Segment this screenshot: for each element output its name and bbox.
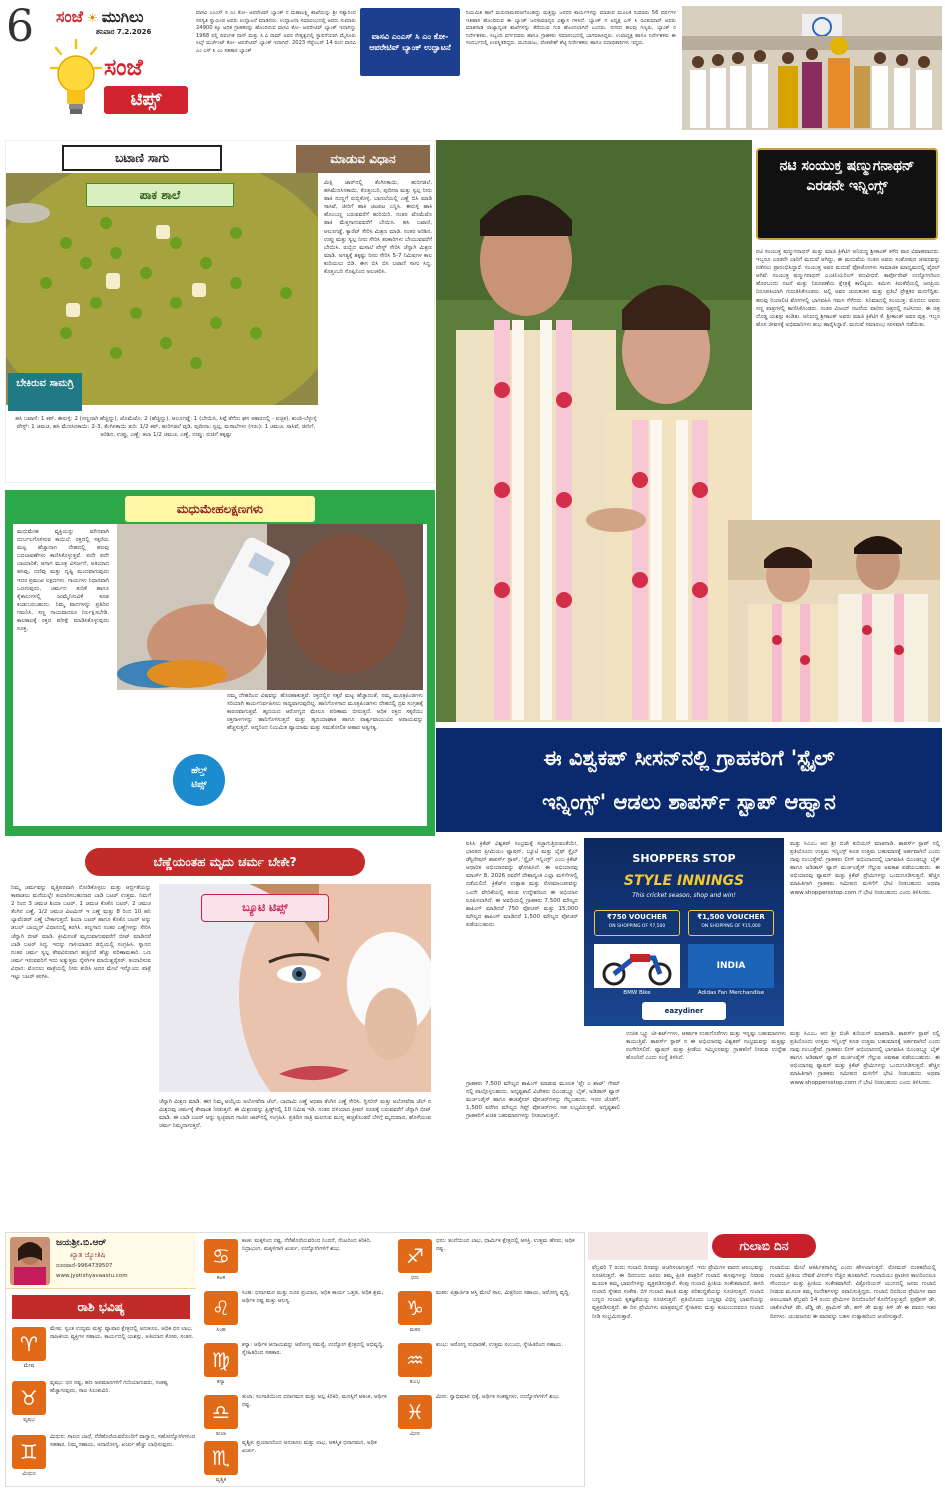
shoppers-col5-text: ಮತ್ತು ಸಿಎಂಒ ಆದ ಶ್ರೀ ಬಿಜೌ ಕುರಿಯನ್ ಮಾತನಾಡಿ, ಶಾಪರ್ಸ್ ಸ್ಟಾಪ್ ನಲ್ಲಿ ಪ್ರತಿಯೊಂದು ಉತ್ತಮ ಇನ್ನಿಂಗ್ಸ್ ಕೂಡ ಉತ್ತಮ ಬಹುಮಾನಕ್ಕೆ ಅರ್ಹವಾಗಿದೆ ಎಂದು ನಾವು ನಂಬುತ್ತೇವೆ. ಗ್ರಾಹಕರು ಲೀಗ್ ಅಭಿಯಾನದಲ್ಲಿ ಭಾಗವಹಿಸಿ ಬಿಎಂಡಬ್ಲ್ಯೂ ಬೈಕ್ ಹಾಗೂ ಅಡಿಡಾಸ್ ಫ್ಯಾನ್ ಮರ್ಚಂಡೈಸ್ ಗೆಲ್ಲುವ ಅವಕಾಶ ಪಡೆಯಬಹುದು. ಈ ಅಭಿಯಾನವು ಫ್ಯಾಷನ್ ಮತ್ತು ಕ್ರಿಕೆಟ್ ಪ್ರೇಮಿಗಳನ್ನು ಒಂದುಗೂಡಿಸುತ್ತದೆ. ಹೆಚ್ಚಿನ ಮಾಹಿತಿಗಾಗಿ ಗ್ರಾಹಕರು ಸಮೀಪದ ಮಳಿಗೆಗೆ ಭೇಟಿ ನೀಡಬಹುದು ಅಥವಾ www.shoppersstop.com ಗೆ ಭೇಟಿ ನೀಡಬಹುದು ಎಂದು ತಿಳಿಸಿದರು. [790,1031,940,1086]
horoscope-item-6 [204,1341,394,1391]
aquarius-icon: ♒ [398,1343,432,1377]
diabetes-inner [13,524,427,826]
sign-prediction: ಧನು: ತಂದೆಯಿಂದ ಲಾಭ, ಧಾರ್ಮಿಕ ಕ್ಷೇತ್ರದಲ್ಲಿ ಆಸಕ್ತಿ, ಉತ್ತಮ ಹೆಸರು, ಅಧಿಕ ನಷ್ಟ. [436,1238,575,1252]
ingredients-title: ಬೇಕಿರುವ ಸಾಮಗ್ರಿ [8,373,82,411]
recipe-name: ಬಟಾಣಿ ಸಾಗು [62,145,222,171]
health-badge-b: ಟಿಪ್ಸ್ [191,780,207,790]
cancer-icon: ♋ [204,1239,238,1273]
sign-name: ಕನ್ಯಾ [216,1379,226,1385]
sign-name: ಮೇಷ [23,1363,35,1369]
sign-prediction: ಮೇಷ: ಸ್ವಂತ ಉದ್ಯಮ ಮತ್ತು ವ್ಯಾಪಾರ ಕ್ಷೇತ್ರದಲ್ಲಿ ಅನುಕೂಲ, ಆಧಿಕ ಧನ ಲಾಭ, ರಾಜಕೀಯ ವ್ಯಕ್ತಿಗಳ ಸಹಾಯ, ಕಾರ್ಯದಲ್ಲಿ ಯಶಸ್ಸು, ಅತಿಯಾದ ಕೋಪ, ಸಂತಸ. [50,1326,194,1340]
sign-name: ಕಟಕ [216,1275,226,1281]
rose-section [588,1232,940,1487]
skin-title: ಬೆಣ್ಣೆಯಂತಹ ಮೃದು ಚರ್ಮ ಬೇಕೇ? [85,848,365,876]
shoppers-col1: ಐಸಿಸಿ ಕ್ರಿಕೆಟ್ ವಿಶ್ವಕಪ್ ಸಂಭ್ರಮಕ್ಕೆ ಸಜ್ಜಾಗುತ್ತಿರುವಂತೆಯೇ, ಭಾರತದ ಪ್ರೀಮಿಯಂ ಫ್ಯಾಷನ್, ಬ್ಯೂಟಿ ಮತ್ತು ಲೈಫ್ ಸ್ಟೈಲ್ ಡೆಸ್ಟಿನೇಷನ್ ಶಾಪರ್ಸ್ ಸ್ಟಾಪ್, 'ಸ್ಟೈಲ್ ಇನ್ನಿಂಗ್ಸ್' ಎಂಬ ಕ್ರಿಕೆಟ್ ಆಧಾರಿತ ಅಭಿಯಾನವನ್ನು ಘೋಷಿಸಿದೆ. ಈ ಅಭಿಯಾನವು ಮಾರ್ಚ್ 8, 2026 ರವರೆಗೆ ದೇಶಾದ್ಯಂತ ಎಲ್ಲಾ ಮಳಿಗೆಗಳಲ್ಲಿ ನಡೆಯಲಿದೆ. ಕ್ರಿಕೆಟ್‌ನ ಉತ್ಸಾಹ ಮತ್ತು ರೋಮಾಂಚನವನ್ನು ಒಂದೇ ವೇದಿಕೆಯಲ್ಲಿ ತರುವ ಉದ್ದೇಶದಿಂದ ಈ ಅಭಿಯಾನ ರೂಪಿಸಲಾಗಿದೆ. ಈ ಅವಧಿಯಲ್ಲಿ ಗ್ರಾಹಕರು 7,500 ಮೌಲ್ಯದ ಶಾಪಿಂಗ್ ಮಾಡಿದರೆ 750 ವೋಚರ್ ಮತ್ತು 15,000 ಮೌಲ್ಯದ ಶಾಪಿಂಗ್ ಮಾಡಿದರೆ 1,500 ಮೌಲ್ಯದ ವೋಚರ್ ಪಡೆಯಬಹುದು. [466,841,578,928]
wedding-photo-small [728,520,940,722]
astrologer-name: ಜಯಶ್ರೀ.ಬಿ.ಆರ್ [56,1238,107,1248]
horoscope-item-5 [204,1289,394,1339]
horoscope-item-12 [398,1393,582,1443]
skin-section [5,842,435,1226]
jersey-text: INDIA [716,960,746,971]
horoscope-item-8 [204,1439,394,1485]
horoscope-item-1 [12,1325,198,1375]
sign-name: ಸಿಂಹ [216,1327,226,1333]
shoppers-col5 [790,1030,940,1226]
pisces-icon: ♓ [398,1395,432,1429]
gemini-icon: ♊ [12,1435,46,1469]
bank-article-col1: ವಾಸವಿ ಎಂಎಸ್ ಸಿ ಎಂ ಕೋ- ಆಪರೇಟಿವ್ ಬ್ಯಾಂಕ್ ನ ಮಹಾಲಕ್ಷ್ಮಿ ಶಾಖೆಯನ್ನು ಶ್ರೀ ಸತ್ಯಾನಂದ ಸರಸ್ವತಿ ಸ್ವಾಮೀಜಿ ಅವರು ಉದ್ಘಾಟನೆ ಮಾಡಿದರು. ಉದ್ಘಾಟನಾ ಸಮಾರಂಭದಲ್ಲಿ ಆವರು ಸುಮಾರು 24900 ಕ್ಕೂ ಅಧಿಕ ಗ್ರಾಹಕರನ್ನು ಹೊಂದಿರುವ ವಾಸವಿ ಕೋ- ಆಪರೇಟಿವ್ ಬ್ಯಾಂಕ್ ಇದಾಗಿದ್ದು 1968 ರಲ್ಲಿ ದಿವಂಗತ ದಾಸ್ ಮತ್ತು ಸಿ.ವಿ ರಾಮ್ ಅವರ ನೇತೃತ್ವದಲ್ಲಿ ಸ್ಥಾಪನೆಯಾಗಿ ಮೈಸೂರು ಸಿಲ್ಕ್ ಮರ್ಚೆಂಟ್ ಕೋ- ಆಪರೇಟಿವ್ ಬ್ಯಾಂಕ್ ಇದಾಗಿದೆ. 2023 ಸೆಪ್ಟೆಂಬರ್ 14 ರಿಂದ ವಾಸವಿ ಎಂ ಎಸ್ ಸಿ ಎಂ ಸಹಕಾರ ಬ್ಯಾಂಕ್ [196,10,356,54]
aries-icon: ♈ [12,1327,46,1361]
brand-name-a: ಸಂಜೆ [56,7,83,26]
actress-headline-text: ನಟಿ ಸಂಯುಕ್ತ ಷಣ್ಮುಗನಾಥನ್ ಎರಡನೇ ಇನ್ನಿಂಗ್ಸ್ [779,158,915,194]
recipe-section [5,140,435,483]
shoppers-ad [584,838,784,1026]
sign-prediction: ತುಲಾ: ಸಂಗಾತಿಯಿಂದ ಧನಾಗಮನ ಮತ್ತು ಅಲ್ಪ ಕಿರಿಕಿರಿ, ಮನಸ್ಸಿಗೆ ಆತಂಕ, ಆರ್ಥಿಕ ನಷ್ಟ. [242,1394,387,1408]
jersey-image [688,944,774,988]
libra-icon: ♎ [204,1395,238,1429]
horoscope-item-4 [204,1237,394,1287]
bank-article-col2: ನಿಯಮಿತ ಹಾಗೆ ಮರುನಾಮಕರಣಗೊಂಡಿದ್ದು ಮತ್ತಷ್ಟು ಜನಪರ ಕಾರ್ಯಗಳನ್ನು ಮಾಡುವ ಮೂಲಕ ಸುಮಾರು 56 ವರ್ಷಗಳ ಇತಿಹಾಸ ಹೊಂದಿರುವ ಈ ಬ್ಯಾಂಕ್ ಜನಸಾಮಾನ್ಯರ ವಿಶ್ವಾಸ ಗಳಿಸಿದೆ. ಬ್ಯಾಂಕ್ ನ ಅಧ್ಯಕ್ಷ ಎಸ್ ಸಿ ರವಿಕುಮಾರ್ ಅವರು ಮಾತನಾಡಿ ರಾಜ್ಯಾದ್ಯಂತ ಶಾಖೆಗಳನ್ನು ತೆರೆಯುವ ಗುರಿ ಹೊಂದಲಾಗಿದೆ ಎಂದರು. ನಗರದ ಹಲವು ಗಣ್ಯರು, ಬ್ಯಾಂಕ್ ನ ನಿರ್ದೇಶಕರು, ಸಿಬ್ಬಂದಿ ವರ್ಗದವರು ಹಾಗೂ ಗ್ರಾಹಕರು ಸಮಾರಂಭದಲ್ಲಿ ಭಾಗವಹಿಸಿದ್ದರು. ಉಪಾಧ್ಯಕ್ಷ ಹಾಗೂ ನಿರ್ದೇಶಕರು ಈ ಸಂದರ್ಭದಲ್ಲಿ ಉಪಸ್ಥಿತರಿದ್ದರು. ಮುನಿರಾಜು, ವೆಂಕಟೇಶ್ ಶೆಟ್ಟಿ ನಿರ್ದೇಶಕರು ಹಾಗೂ ಪದಾಧಿಕಾರಿಗಳು ಇದ್ದರು. [466,10,676,47]
voucher-1500-sub: ON SHOPPING OF ₹15,000 [701,924,761,929]
astrologer-website: www.jyotishyavaastu.com [56,1273,128,1279]
sign-prediction: ವೃಷಭ: ಧನ ನಷ್ಟ, ಹಣ ಅಪಮಾನಗಳಿಗೆ ಗುರಿಯಾಗುವರು, ಸಂಕಷ್ಟ ಹೆಚ್ಚಾಗುವುದು, ಸಾಲ ಸಿಲುಕುವಿರಿ. [50,1380,168,1394]
sign-name: ಧನು [410,1275,420,1281]
bmw-bike-image [594,944,680,988]
virgo-icon: ♍ [204,1343,238,1377]
ad-brand: SHOPPERS STOP [632,852,736,865]
brand-logo-icon: ☀ [86,11,98,25]
bank-headline: ವಾಸವಿ ಎಂಎಸ್ ಸಿ ಎಂ ಕೋ- ಆಪರೇಟಿವ್ ಬ್ಯಾಂಕ್ ಉದ್ಘಾಟನೆ [360,8,460,76]
sagittarius-icon: ♐ [398,1239,432,1273]
rose-col2: ಗುಲಾಬಿಯ ಮೇಲೆ ಆಕರ್ಷಿತನಾಗಿದ್ದ ಎಂದು ಹೇಳಲಾಗುತ್ತದೆ. ರೋಮನ್ ದಂತಕಥೆಯಲ್ಲಿ ಗುಲಾಬಿ ಪ್ರೀತಿಯ ದೇವತೆ ವೀನಸ್‌ನ ನೆಚ್ಚಿನ ಹೂವಾಗಿದೆ. ಗುಲಾಬಿಯು ಪ್ರಾಚೀನ ಕಾಲದಿಂದಲೂ ಸೌಂದರ್ಯ ಮತ್ತು ಪ್ರೀತಿಯ ಸಂಕೇತವಾಗಿದೆ. ವಿಕ್ಟೋರಿಯನ್ ಯುಗದಲ್ಲಿ ಜನರು ಗುಲಾಬಿ ನೀಡುವ ಮೂಲಕ ತಮ್ಮ ಸಂದೇಶಗಳನ್ನು ರವಾನಿಸುತ್ತಿದ್ದರು. ಗುಲಾಬಿ ದಿನದಿಂದ ಪ್ರೇಮಿಗಳ ವಾರ ಆರಂಭವಾಗಿ ಫೆಬ್ರವರಿ 14 ರಂದು ಪ್ರೇಮಿಗಳ ದಿನದೊಂದಿಗೆ ಕೊನೆಗೊಳ್ಳುತ್ತದೆ. ಪ್ರಪೋಸ್ ಡೇ, ಚಾಕೊಲೇಟ್ ಡೇ, ಟೆಡ್ಡಿ ಡೇ, ಪ್ರಾಮಿಸ್ ಡೇ, ಹಗ್ ಡೇ ಮತ್ತು ಕಿಸ್ ಡೇ ಈ ವಾರದ ಇತರ ದಿನಗಳು. ಯುವಜನರು ಈ ವಾರವನ್ನು ಬಹಳ ಉತ್ಸಾಹದಿಂದ ಆಚರಿಸುತ್ತಾರೆ. [770,1265,936,1320]
kitchen-banner: ಪಾಕ ಶಾಲೆ [86,183,234,207]
beauty-tips-badge: ಬ್ಯೂಟಿ ಟಿಪ್ಸ್ [201,894,329,922]
astrologer-phone: ದೂರವಾಣಿ-9964739507 [56,1263,113,1269]
taurus-icon: ♉ [12,1381,46,1415]
skin-left-text: ನಿಮ್ಮ ಚರ್ಮವನ್ನು ವೃತ್ತಿಪರವಾಗಿ ನೋಡಿಕೊಳ್ಳಲು ಮತ್ತು ಆರ್ಧ್ರತೆಯನ್ನು ಕಾಪಾಡಲು ಮನೆಯಲ್ಲೇ ತಯಾರಿಸಬಹುದಾದ ಬಾಡಿ ಬಟರ್ ಉತ್ತಮ. ನಿಮಗೆ 2 ರಿಂದ 3 ಚಮಚ ಶಿಯಾ ಬಟರ್, 1 ಚಮಚ ಕೊಕೊ ಬಟರ್, 2 ಚಮಚ ತೆಂಗಿನ ಎಣ್ಣೆ, 1/2 ಚಮಚ ವಿಟಮಿನ್ ಇ ಎಣ್ಣೆ ಮತ್ತು 8 ರಿಂದ 10 ಹನಿ ಲ್ಯಾವೆಂಡರ್ ಎಣ್ಣೆ ಬೇಕಾಗುತ್ತದೆ. ಶಿಯಾ ಬಟರ್ ಹಾಗೂ ಕೊಕೊ ಬಟರ್ ಅನ್ನು ಡಬಲ್ ಬಾಯ್ಲರ್ ವಿಧಾನದಲ್ಲಿ ಕರಗಿಸಿ. ತಣ್ಣಗಾದ ನಂತರ ಎಣ್ಣೆಗಳನ್ನು ಸೇರಿಸಿ ಚೆನ್ನಾಗಿ ಬೀಟ್ ಮಾಡಿ. ಕ್ರೀಮಿನಂತೆ ಮೃದುವಾಗುವವರೆಗೆ ಬೀಟ್ ಮಾಡಿದರೆ ಬಾಡಿ ಬಟರ್ ಸಿದ್ಧ. ಇದನ್ನು ಗಾಳಿಯಾಡದ ಡಬ್ಬಿಯಲ್ಲಿ ಸಂಗ್ರಹಿಸಿ. ಸ್ನಾನದ ನಂತರ ಚರ್ಮ ಸ್ವಲ್ಪ ತೇವವಿರುವಾಗ ಹಚ್ಚಿದರೆ ಹೆಚ್ಚು ಪರಿಣಾಮಕಾರಿ. ಒಣ ಚರ್ಮ ಇರುವವರಿಗೆ ಇದು ಅತ್ಯುತ್ತಮ ನೈಸರ್ಗಿಕ ಮಾಯಿಶ್ಚರೈಸರ್. ತಯಾರಿಸುವ ವಿಧಾನ: ಮೊದಲು ಪಾತ್ರೆಯಲ್ಲಿ ನೀರು ಕುದಿಸಿ ಅದರ ಮೇಲೆ ಇನ್ನೊಂದು ಪಾತ್ರೆ ಇಟ್ಟು ಬಟರ್ ಕರಗಿಸಿ. [11,885,151,981]
rose-title: ಗುಲಾಬಿ ದಿನ [712,1234,816,1258]
astrologer-role: ಖ್ಯಾತ ಜ್ಯೋತಿಷಿ [70,1251,106,1259]
rose-col1: ಫೆಬ್ರವರಿ 7 ರಂದು ಗುಲಾಬಿ ದಿನವನ್ನು ಆಚರಿಸಲಾಗುತ್ತದೆ. ಇದು ಪ್ರೇಮಿಗಳ ವಾರದ ಆರಂಭವನ್ನು ಸೂಚಿಸುತ್ತದೆ. ಈ ದಿನದಂದು ಜನರು ತಮ್ಮ ಪ್ರೀತಿ ಪಾತ್ರರಿಗೆ ಗುಲಾಬಿ ಹೂವುಗಳನ್ನು ನೀಡುವ ಮೂಲಕ ತಮ್ಮ ಭಾವನೆಗಳನ್ನು ವ್ಯಕ್ತಪಡಿಸುತ್ತಾರೆ. ಕೆಂಪು ಗುಲಾಬಿ ಪ್ರೀತಿಯ ಸಂಕೇತವಾದರೆ, ಹಳದಿ ಗುಲಾಬಿ ಸ್ನೇಹದ ಸಂಕೇತ. ಬಿಳಿ ಗುಲಾಬಿ ಶಾಂತಿ ಮತ್ತು ಪರಿಶುದ್ಧತೆಯನ್ನು ಸೂಚಿಸುತ್ತದೆ. ಗುಲಾಬಿ ಬಣ್ಣದ ಗುಲಾಬಿ ಕೃತಜ್ಞತೆಯನ್ನು ಸೂಚಿಸುತ್ತದೆ. ಪ್ರತಿಯೊಂದು ಬಣ್ಣವೂ ವಿಭಿನ್ನ ಭಾವನೆಯನ್ನು ವ್ಯಕ್ತಪಡಿಸುತ್ತದೆ. ಈ ದಿನ ಪ್ರೇಮಿಗಳು ಮಾತ್ರವಲ್ಲದೆ ಸ್ನೇಹಿತರು ಮತ್ತು ಕುಟುಂಬದವರೂ ಗುಲಾಬಿ ನೀಡಿ ಸಂಭ್ರಮಿಸುತ್ತಾರೆ. [592,1265,764,1320]
shoppers-col4: ಉಚಿತ ಬ್ಲ್ಯೂ ಟೀ-ಶರ್ಟ್‌ಗಳು, ಆಕರ್ಷಕ ಉಡುಗೊರೆಗಳು ಮತ್ತು ಇನ್ನಷ್ಟು ಬಹುಮಾನಗಳು ಕಾಯುತ್ತಿವೆ. ಶಾಪರ್ಸ್ ಸ್ಟಾಪ್ ನ ಈ ಅಭಿಯಾನವು ವಿಶ್ವಕಪ್ ಸಂಭ್ರಮವನ್ನು ಮತ್ತಷ್ಟು ರಂಗೇರಿಸಲಿದೆ. ಫ್ಯಾಷನ್ ಮತ್ತು ಕ್ರೀಡೆಯ ಸಮ್ಮಿಲನವನ್ನು ಗ್ರಾಹಕರಿಗೆ ನೀಡುವ ಉದ್ದೇಶ ಹೊಂದಿದೆ ಎಂದು ಸಂಸ್ಥೆ ತಿಳಿಸಿದೆ. [626,1031,786,1062]
diabetes-title: ಮಧುಮೇಹಲಕ್ಷಣಗಳು [125,496,315,522]
sign-prediction: ಕನ್ಯಾ: ಆರ್ಥಿಕ ಆದಾಯವನ್ನು ಆರೋಗ್ಯ ಸಮಸ್ಯೆ, ಉದ್ಯೋಗ ಕ್ಷೇತ್ರದಲ್ಲಿ ಅಭಿವೃದ್ಧಿ, ಸ್ನೇಹಿತರಿಂದ ಸಹಕಾರ. [242,1342,384,1356]
wedding-photo [436,140,752,722]
horoscope-item-11 [398,1341,582,1391]
actress-article: ನಟಿ ಸಂಯುಕ್ತ ಷಣ್ಮುಗನಾಥನ್ ಮತ್ತು ಮಾಜಿ ಕ್ರಿಕೆಟಿಗ ಅನಿರುದ್ಧ ಶ್ರೀಕಾಂತ್ ಕಳೆದ ವಾರ ವಿವಾಹವಾದರು. ಇಬ್ಬರೂ ಎರಡನೇ ಬಾರಿಗೆ ಮದುವೆ ಆಗಿದ್ದು, ಈ ಮದುವೆಯ ನಂತರ ಅವರು ಸಂತೋಷದ ಜೀವನವನ್ನು ನಡೆಸಲು ಪ್ರಾರಂಭಿಸಿದ್ದಾರೆ. ಸಂಯುಕ್ತ ಅವರ ಮದುವೆ ಫೋಟೋಗಳು ಸಾಮಾಜಿಕ ಮಾಧ್ಯಮದಲ್ಲಿ ವೈರಲ್ ಆಗಿವೆ. ಸಂಯುಕ್ತ ಷಣ್ಮುಗನಾಥನ್ ಎಂಜಿನಿಯರಿಂಗ್ ಪದವೀಧರೆ. ಕಾರ್ಪೊರೇಟ್ ಉದ್ಯೋಗದಿಂದ ಹೊರಬಂದು ನಟನೆ ಮತ್ತು ನಿರೂಪಣೆಯ ಕ್ಷೇತ್ರಕ್ಕೆ ಕಾಲಿಟ್ಟರು. ತಮಿಳು ಕಿರುತೆರೆಯಲ್ಲಿ ಜನಪ್ರಿಯ ನಿರೂಪಕಿಯಾಗಿ ಗುರುತಿಸಿಕೊಂಡರು. ಅಲ್ಲಿ ಅವರ ಚುರುಕುತನ ಮತ್ತು ಪ್ರತಿಭೆ ಪ್ರೇಕ್ಷಕರ ಮನಗೆದ್ದಿತು. ಹಲವು ರಿಯಾಲಿಟಿ ಶೋಗಳಲ್ಲಿ ಭಾಗವಹಿಸಿ ಗಮನ ಸೆಳೆದರು. ಸಿನಿಮಾದಲ್ಲಿ ಸಂಯುಕ್ತ: ಮೊದಲು ಅವರು ಸಣ್ಣ ಪಾತ್ರಗಳಲ್ಲಿ ಕಾಣಿಸಿಕೊಂಡರು. ನಂತರ ವಿಜಯ್ ನಟನೆಯ ವಾರಿಸು ಚಿತ್ರದಲ್ಲಿ ನಟಿಸಿದರು. ಈ ಚಿತ್ರ ದೊಡ್ಡ ಯಶಸ್ಸು ಕಂಡಿತು. ಅನಿರುದ್ಧ ಶ್ರೀಕಾಂತ್ ಅವರು ಮಾಜಿ ಕ್ರಿಕೆಟಿಗ ಕೆ. ಶ್ರೀಕಾಂತ್ ಅವರ ಪುತ್ರ. ಇಬ್ಬರ ಹೊಸ ಜೀವನಕ್ಕೆ ಅಭಿಮಾನಿಗಳು ಶುಭ ಹಾರೈಸಿದ್ದಾರೆ. ಮದುವೆ ಸಮಾರಂಭ ಸರಳವಾಗಿ ನಡೆಯಿತು. [756,249,940,328]
sign-name: ವೃಷಭ [23,1417,35,1423]
sign-name: ಮಕರ [409,1327,421,1333]
horoscope-section [5,1232,585,1487]
peas-curry-photo [6,173,318,405]
skin-right-text: ಚೆನ್ನಾಗಿ ಮಿಶ್ರಣ ಮಾಡಿ. ಈಗ ನಿಮ್ಮ ಆಯ್ಕೆಯ ಅಲೋವೆರಾ ಜೆಲ್, ಬಾದಾಮಿ ಎಣ್ಣೆ ಅಥವಾ ತೆಂಗಿನ ಎಣ್ಣೆ ಸೇರಿಸಿ. ಗ್ಲಿಸರಿನ್ ಮತ್ತು ಅಲೋವೆರಾ ಜೆಲ್ ನ ಮಿಶ್ರಣವು ಚರ್ಮಕ್ಕೆ ತೇವಾಂಶ ನೀಡುತ್ತದೆ. ಈ ಮಿಶ್ರಣವನ್ನು ಫ್ರಿಡ್ಜ್‌ನಲ್ಲಿ 10 ನಿಮಿಷ ಇಡಿ. ನಂತರ ಬಿಳಿಯಾದ ಕ್ರೀಮ್ ರೂಪಕ್ಕೆ ಬರುವವರೆಗೆ ಚೆನ್ನಾಗಿ ಬೀಟ್ ಮಾಡಿ. ಈ ಬಾಡಿ ಬಟರ್ ಅನ್ನು ಸ್ವಚ್ಛವಾದ ಗಾಜಿನ ಜಾರ್‌ನಲ್ಲಿ ಸಂಗ್ರಹಿಸಿ. ಪ್ರತಿದಿನ ರಾತ್ರಿ ಮಲಗುವ ಮುನ್ನ ಹಚ್ಚಿಕೊಂಡರೆ ಬೆಳಿಗ್ಗೆ ಮೃದುವಾದ, ಹೊಳೆಯುವ ಚರ್ಮ ನಿಮ್ಮದಾಗುತ್ತದೆ. [159,1099,431,1130]
adidas-label: Adidas Fan Merchandise [697,990,765,996]
capricorn-icon: ♑ [398,1291,432,1325]
shoppers-headline-line2: ಇನ್ನಿಂಗ್ಸ್' ಆಡಲು ಶಾಪರ್ಸ್ ಸ್ಟಾಪ್ ಆಹ್ವಾನ [542,790,836,814]
health-tips-badge [173,754,225,806]
bmw-bike-label: BMW Bike [623,990,651,996]
shoppers-headline [436,728,942,832]
sign-prediction: ಮೀನ: ಸ್ವಾಭಿಮಾನ ಧಕ್ಕೆ, ಆರ್ಥಿಕ ಸಂಕಷ್ಟಗಳು, ಉದ್ಯೋಗಿಗಳಿಗೆ ಶುಭ. [436,1394,560,1400]
method-title: ಮಾಡುವ ವಿಧಾನ [296,145,430,173]
health-badge-a: ಹೆಲ್ತ್ [191,766,207,776]
diabetes-right-text: ನಮ್ಮ ದೇಹದಿಂದ ವಿಷವನ್ನು ಹೊರಹಾಕುತ್ತವೆ. ರಕ್ತದಲ್ಲಿನ ಸಕ್ಕರೆ ಮಟ್ಟ ಹೆಚ್ಚಾದಂತೆ, ನಮ್ಮ ಮೂತ್ರಪಿಂಡಗಳು ಸರಿಯಾಗಿ ಕಾರ್ಯನಿರ್ವಹಿಸಲು ಸಾಧ್ಯವಾಗುವುದಿಲ್ಲ. ಹಾನಿಗೊಳಗಾದ ಮೂತ್ರಪಿಂಡಗಳು ದೇಹದಲ್ಲಿ ದ್ರವ ಸಂಗ್ರಹಕ್ಕೆ ಕಾರಣವಾಗುತ್ತವೆ. ಹೃದಯದ ಆರೋಗ್ಯದ ಮೇಲೂ ಪರಿಣಾಮ ಬೀರುತ್ತದೆ. ಅಧಿಕ ರಕ್ತದ ಸಕ್ಕರೆಯು ರಕ್ತನಾಳಗಳನ್ನು ಹಾನಿಗೊಳಿಸುತ್ತದೆ ಮತ್ತು ಹೃದಯಾಘಾತ ಹಾಗೂ ಪಾರ್ಶ್ವವಾಯುವಿನ ಅಪಾಯವನ್ನು ಹೆಚ್ಚಿಸುತ್ತದೆ. ಆದ್ದರಿಂದ ನಿಯಮಿತ ವ್ಯಾಯಾಮ ಮತ್ತು ಸಮತೋಲಿತ ಆಹಾರ ಅತ್ಯಗತ್ಯ. [227,693,423,732]
sign-prediction: ಕುಂಭ: ಆರೋಗ್ಯ ಸುಧಾರಣೆ, ಉತ್ತಮ ಸಂಬಂಧ, ಸ್ನೇಹಿತರಿಂದ ಸಹಾಯ. [436,1342,564,1348]
tips-title-b: ಟಿಪ್ಸ್ [104,86,188,114]
sign-prediction: ಮಿಥುನ: ಸಾಲದ ಬಾಧೆ, ನೆರೆಹೊರೆಯವರೊಂದಿಗೆ ವಾಗ್ವಾದ, ಸಹೋದ್ಯೋಗಿಗಳಿಂದ ಸಹಕಾರ, ನಿಮ್ಮ ಸಹಾಯ, ಅನಾರೋಗ್ಯ, ಖರ್ಚು ಹೆಚ್ಚು ಬಾಧಿಸುವುದು. [50,1434,196,1448]
tips-title-a: ಸಂಜೆ [104,55,143,81]
voucher-1500 [688,910,774,936]
page-number: 6 [6,1,34,52]
horoscope-item-2 [12,1379,198,1429]
horoscope-item-7 [204,1393,394,1443]
bulb-icon [50,38,102,124]
ad-tagline: This cricket season, shop and win! [632,892,736,899]
sign-name: ತುಲಾ [215,1431,227,1437]
horoscope-item-10 [398,1289,582,1339]
sign-name: ಕುಂಭ [409,1379,421,1385]
horoscope-item-9 [398,1237,582,1287]
horoscope-title: ರಾಶಿ ಭವಿಷ್ಯ [12,1295,190,1319]
voucher-750-label: ₹750 VOUCHER [606,913,668,921]
brand-name-b: ಮುಗಿಲು [101,8,144,26]
diabetes-section [5,490,435,836]
glucometer-photo [117,524,423,690]
recipe-ingredients-text: ಹಸಿ ಬಟಾಣಿ: 1 ಕಪ್, ಈರುಳ್ಳಿ: 2 (ಸಣ್ಣದಾಗಿ ಹೆಚ್ಚಿದ್ದು), ಟೊಮೆಟೊ: 2 (ಹೆಚ್ಚಿದ್ದು), ಆಲೂಗಡ್ಡೆ: 1 (ಬೇಯಿಸಿ, ಸಿಪ್ಪೆ ತೆಗೆದು ಘನ ಆಕಾರದಲ್ಲಿ - ಐಚ್ಛಿಕ), ಶುಂಠಿ-ಬೆಳ್ಳುಳ್ಳಿ ಪೇಸ್ಟ್: 1 ಚಮಚ, ಹಸಿ ಮೆಣಸಿನಕಾಯಿ: 2-3, ತೆಂಗಿನಕಾಯಿ ತುರಿ: 1/2 ಕಪ್, ಹುರಿಗಡಲೆ ಪುಡಿ, ಪುದೀನಾ: ಸ್ವಲ್ಪ, ಮಸಾಲೆಗಳು (ಗರಂ): 1 ಚಮಚ, ಸಾಸಿವೆ, ಜೀರಿಗೆ, ಅರಿಶಿನ, ಉಪ್ಪು, ಎಣ್ಣೆ: ತಲಾ 1/2 ಚಮಚ, ಎಣ್ಣೆ, ಉಪ್ಪು: ರುಚಿಗೆ ತಕ್ಕಷ್ಟು [15,416,317,439]
sign-prediction: ವೃಶ್ಚಿಕ: ಪ್ರಯಾಣದಿಂದ ಅನುಕೂಲ ಮತ್ತು ಲಾಭ, ಆಕಸ್ಮಿಕ ಧನಾಗಮನ, ಅಧಿಕ ಖರ್ಚು. [242,1440,377,1454]
sign-name: ಮಿಥುನ [22,1471,36,1477]
sign-name: ವೃಶ್ಚಿಕ [215,1477,227,1483]
recipe-method-text: ಮಿಕ್ಸಿ ಜಾರ್‌ನಲ್ಲಿ ತೆಂಗಿನಕಾಯಿ, ಹುರಿಗಡಲೆ, ಹಸಿಮೆಣಸಿನಕಾಯಿ, ಕೊತ್ತಂಬರಿ, ಪುದೀನಾ ಮತ್ತು ಸ್ವಲ್ಪ ನೀರು ಹಾಕಿ ನುಣ್ಣಗೆ ರುಬ್ಬಿಕೊಳ್ಳಿ. ಬಾಣಲೆಯಲ್ಲಿ ಎಣ್ಣೆ ಬಿಸಿ ಮಾಡಿ ಸಾಸಿವೆ, ಜೀರಿಗೆ ಹಾಕಿ ಚಟಪಟ ಎನ್ನಿಸಿ. ಈರುಳ್ಳಿ ಹಾಕಿ ಹೊಂಬಣ್ಣ ಬರುವವರೆಗೆ ಹುರಿಯಿರಿ. ನಂತರ ಟೊಮೆಟೊ ಹಾಕಿ ಮೆತ್ತಗಾಗುವವರೆಗೆ ಬೇಯಿಸಿ. ಹಸಿ ಬಟಾಣಿ, ಆಲೂಗಡ್ಡೆ, ಕ್ಯಾರೆಟ್ ಸೇರಿಸಿ ಮಿಶ್ರಣ ಮಾಡಿ. ನಂತರ ಅರಿಶಿನ, ಉಪ್ಪು ಮತ್ತು ಸ್ವಲ್ಪ ನೀರು ಸೇರಿಸಿ ತರಕಾರಿಗಳು ಬೇಯುವವರೆಗೆ ಬೇಯಿಸಿ. ರುಬ್ಬಿದ ಮಸಾಲೆ ಪೇಸ್ಟ್ ಸೇರಿಸಿ ಚೆನ್ನಾಗಿ ಮಿಶ್ರಣ ಮಾಡಿ. ಅಗತ್ಯಕ್ಕೆ ತಕ್ಕಷ್ಟು ನೀರು ಸೇರಿಸಿ 5-7 ನಿಮಿಷಗಳ ಕಾಲ ಕುದಿಯಲು ಬಿಡಿ. ಈಗ ಬಿಸಿ ಬಿಸಿ ಬಟಾಣಿ ಸಾಗು ಸಿದ್ಧ. ಕೊತ್ತಂಬರಿ ಸೊಪ್ಪಿನಿಂದ ಅಲಂಕರಿಸಿ. [324,180,432,276]
sign-name: ಮೀನ [410,1431,420,1437]
eazydiner-badge: eazydiner [642,1002,726,1020]
astrologer-card [6,1233,196,1289]
voucher-1500-label: ₹1,500 VOUCHER [697,913,765,921]
ad-title: STYLE INNINGS [623,873,745,889]
diabetes-left-text: ಮಧುಮೇಹ ವ್ಯಕ್ತಿಯನ್ನು ಮೌನವಾಗಿ ದುರ್ಬಲಗೊಳಿಸುವ ಕಾಯಿಲೆ. ರಕ್ತದಲ್ಲಿ ಸಕ್ಕರೆಯ ಮಟ್ಟ ಹೆಚ್ಚಾದಾಗ ದೇಹದಲ್ಲಿ ಹಲವು ಬದಲಾವಣೆಗಳು ಕಾಣಿಸಿಕೊಳ್ಳುತ್ತವೆ. ಪದೇ ಪದೇ ಬಾಯಾರಿಕೆ, ಆಗಾಗ ಮೂತ್ರ ವಿಸರ್ಜನೆ, ಅತಿಯಾದ ಹಸಿವು, ದಣಿವು ಮತ್ತು ದೃಷ್ಟಿ ಮಂದವಾಗುವುದು ಇದರ ಪ್ರಮುಖ ಲಕ್ಷಣಗಳು. ಗಾಯಗಳು ನಿಧಾನವಾಗಿ ಒಣಗುವುದು, ಚರ್ಮದ ತುರಿಕೆ ಹಾಗೂ ಕೈಕಾಲುಗಳಲ್ಲಿ ಜುಮ್ಮೆನಿಸುವಿಕೆ ಕೂಡ ಕಂಡುಬರಬಹುದು. ನಿಮ್ಮ ಪಾದಗಳನ್ನು ಪ್ರತಿದಿನ ಗಮನಿಸಿ. ಸಣ್ಣ ಗಾಯವಾದರೂ ನಿರ್ಲಕ್ಷಿಸಬೇಡಿ. ಕಾಲಕಾಲಕ್ಕೆ ರಕ್ತದ ಪರೀಕ್ಷೆ ಮಾಡಿಸಿಕೊಳ್ಳುವುದು ಸೂಕ್ತ. [17,529,109,633]
actress-headline [756,148,938,240]
horoscope-item-3 [12,1433,198,1483]
shoppers-col3: ಗ್ರಾಹಕರು 7,500 ಮೌಲ್ಯದ ಶಾಪಿಂಗ್ ಮಾಡುವ ಮೂಲಕ 'ಪ್ಲೇ ಎ ಶಾಟ್' ಗೇಮ್ ನಲ್ಲಿ ಪಾಲ್ಗೊಳ್ಳಬಹುದು. ಅದೃಷ್ಟಶಾಲಿ ವಿಜೇತರು ಬಿಎಂಡಬ್ಲ್ಯೂ ಬೈಕ್, ಅಡಿಡಾಸ್ ಫ್ಯಾನ್ ಮರ್ಚಂಡೈಸ್ ಹಾಗೂ ಈಜಿಡೈನರ್ ವೋಚರ್‌ಗಳನ್ನು ಗೆಲ್ಲಬಹುದು. ಇದರ ಜೊತೆಗೆ, 1,500 ವರೆಗಿನ ಮೌಲ್ಯದ ಗಿಫ್ಟ್ ವೋಚರ್‌ಗಳು ಸಹ ಲಭ್ಯವಿರುತ್ತವೆ. ಅದೃಷ್ಟಶಾಲಿ ಗ್ರಾಹಕರಿಗೆ ಖಚಿತ ಬಹುಮಾನಗಳನ್ನು ನೀಡಲಾಗುತ್ತದೆ. [466,1081,620,1120]
edition-date: ಶನಿವಾರ 7.2.2026 [96,28,152,36]
shoppers-headline-line1: ಈ ವಿಶ್ವಕಪ್ ಸೀಸನ್‌ನಲ್ಲಿ ಗ್ರಾಹಕರಿಗೆ 'ಸ್ಟೈಲ್ [543,746,835,770]
astrologer-photo [10,1237,50,1285]
shoppers-col2: ಮತ್ತು ಸಿಎಂಒ ಆದ ಶ್ರೀ ಬಿಜೌ ಕುರಿಯನ್ ಮಾತನಾಡಿ, ಶಾಪರ್ಸ್ ಸ್ಟಾಪ್ ನಲ್ಲಿ ಪ್ರತಿಯೊಂದು ಉತ್ತಮ ಇನ್ನಿಂಗ್ಸ್ ಕೂಡ ಉತ್ತಮ ಬಹುಮಾನಕ್ಕೆ ಅರ್ಹವಾಗಿದೆ ಎಂದು ನಾವು ನಂಬುತ್ತೇವೆ. ಗ್ರಾಹಕರು ಲೀಗ್ ಅಭಿಯಾನದಲ್ಲಿ ಭಾಗವಹಿಸಿ ಬಿಎಂಡಬ್ಲ್ಯೂ ಬೈಕ್ ಹಾಗೂ ಅಡಿಡಾಸ್ ಫ್ಯಾನ್ ಮರ್ಚಂಡೈಸ್ ಗೆಲ್ಲುವ ಅವಕಾಶ ಪಡೆಯಬಹುದು. ಈ ಅಭಿಯಾನವು ಫ್ಯಾಷನ್ ಮತ್ತು ಕ್ರಿಕೆಟ್ ಪ್ರೇಮಿಗಳನ್ನು ಒಂದುಗೂಡಿಸುತ್ತದೆ. ಹೆಚ್ಚಿನ ಮಾಹಿತಿಗಾಗಿ ಗ್ರಾಹಕರು ಸಮೀಪದ ಮಳಿಗೆಗೆ ಭೇಟಿ ನೀಡಬಹುದು ಅಥವಾ www.shoppersstop.com ಗೆ ಭೇಟಿ ನೀಡಬಹುದು ಎಂದು ತಿಳಿಸಿದರು. [790,841,940,896]
bank-event-photo [682,6,942,130]
masthead [0,0,192,132]
leo-icon: ♌ [204,1291,238,1325]
voucher-750 [594,910,680,936]
sign-prediction: ಮಕರ: ಪಿತ್ರಾರ್ಜಿತ ಆಸ್ತಿ ಮೇಲೆ ಸಾಲ, ಮಿತ್ರರಿಂದ ಸಹಾಯ, ಆರೋಗ್ಯ ವೃದ್ಧಿ. [436,1290,571,1296]
sign-prediction: ಸಿಂಹ: ಧನಾಗಮನ ಮತ್ತು ದೂರ ಪ್ರಯಾಣ, ಅಧಿಕ ಕಾರ್ಯ ಒತ್ತಡ, ಅಧಿಕ ಶ್ರಮ, ಆರ್ಥಿಕ ನಷ್ಟ ಮತ್ತು ಆಲಸ್ಯ. [242,1290,384,1304]
scorpio-icon: ♏ [204,1441,238,1475]
rose-photo [588,1232,708,1260]
sign-prediction: ಕಟಕ: ಮಕ್ಕಳಿಂದ ನಷ್ಟ, ನೆರೆಹೊರೆಯವರಿಂದ ನಿಂದನೆ, ನೆಂಟರಿಂದ ಕಿರಿಕಿರಿ, ನಿದ್ರಾಭಂಗ, ಮಕ್ಕಳಿಗಾಗಿ ಖರ್ಚು, ಉದ್ಯೋಗಿಗಳಿಗೆ ಶುಭ. [242,1238,372,1252]
voucher-750-sub: ON SHOPPING OF ₹7,500 [608,924,666,929]
